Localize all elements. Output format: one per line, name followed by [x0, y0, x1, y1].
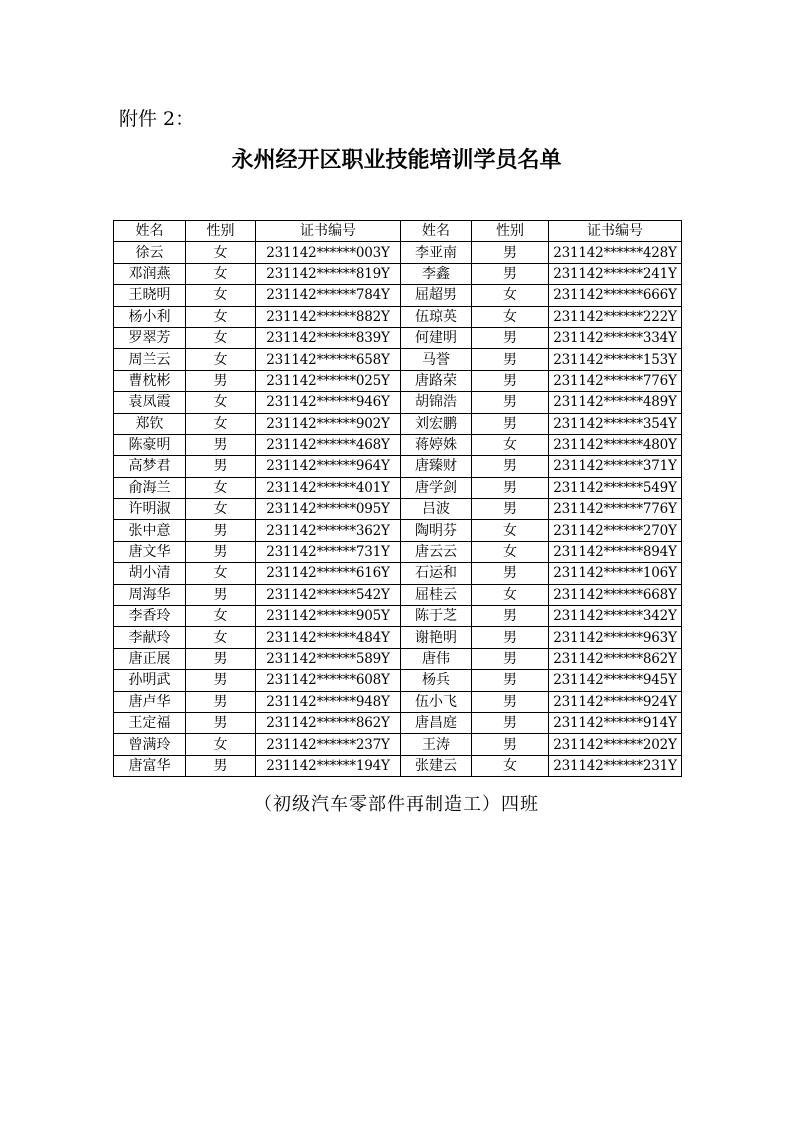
cell-cert-left: 231142******362Y: [256, 520, 401, 541]
cell-name-left: 周兰云: [114, 349, 186, 370]
cell-gender-left: 女: [186, 242, 256, 263]
cell-name-right: 唐臻财: [401, 456, 472, 477]
cell-cert-right: 231142******241Y: [549, 263, 682, 284]
table-row: [114, 606, 682, 627]
table-row: [114, 413, 682, 434]
table-row: [114, 263, 682, 284]
cell-name-right: 李鑫: [401, 263, 472, 284]
cell-cert-left: 231142******658Y: [256, 349, 401, 370]
cell-name-left: 周海华: [114, 584, 186, 605]
class-caption: （初级汽车零部件再制造工）四班: [254, 794, 539, 815]
table-row: [114, 349, 682, 370]
cell-gender-left: 女: [186, 627, 256, 648]
cell-name-right: 伍小飞: [401, 691, 472, 712]
table-row: [114, 392, 682, 413]
cell-gender-left: 男: [186, 584, 256, 605]
cell-name-left: 李香玲: [114, 606, 186, 627]
table-row: [114, 691, 682, 712]
cell-gender-right: 男: [472, 648, 549, 669]
cell-gender-right: 男: [472, 392, 549, 413]
trainee-roster-table: [113, 220, 682, 777]
cell-cert-left: 231142******839Y: [256, 327, 401, 348]
cell-cert-right: 231142******371Y: [549, 456, 682, 477]
cell-cert-right: 231142******914Y: [549, 712, 682, 733]
cell-cert-left: 231142******237Y: [256, 734, 401, 755]
table-row: [114, 370, 682, 391]
cell-cert-right: 231142******342Y: [549, 606, 682, 627]
cell-name-right: 杨兵: [401, 670, 472, 691]
cell-gender-left: 男: [186, 456, 256, 477]
cell-gender-right: 女: [472, 306, 549, 327]
table-body: [114, 242, 682, 777]
cell-name-right: 吕波: [401, 499, 472, 520]
cell-name-right: 王涛: [401, 734, 472, 755]
table-row: [114, 712, 682, 733]
cell-cert-left: 231142******902Y: [256, 413, 401, 434]
cell-gender-left: 女: [186, 563, 256, 584]
cell-cert-right: 231142******945Y: [549, 670, 682, 691]
cell-name-right: 唐路荣: [401, 370, 472, 391]
cell-gender-left: 男: [186, 370, 256, 391]
table-row: [114, 755, 682, 776]
cell-gender-left: 女: [186, 413, 256, 434]
cell-cert-right: 231142******202Y: [549, 734, 682, 755]
cell-gender-right: 男: [472, 734, 549, 755]
cell-gender-right: 男: [472, 670, 549, 691]
cell-cert-left: 231142******608Y: [256, 670, 401, 691]
table-header-row: [114, 221, 682, 242]
table-row: [114, 327, 682, 348]
cell-gender-left: 男: [186, 541, 256, 562]
cell-name-right: 马誉: [401, 349, 472, 370]
cell-cert-right: 231142******153Y: [549, 349, 682, 370]
cell-cert-left: 231142******862Y: [256, 712, 401, 733]
cell-name-right: 李亚南: [401, 242, 472, 263]
cell-name-left: 唐文华: [114, 541, 186, 562]
cell-cert-left: 231142******401Y: [256, 477, 401, 498]
cell-gender-left: 男: [186, 520, 256, 541]
cell-name-left: 胡小清: [114, 563, 186, 584]
cell-cert-right: 231142******924Y: [549, 691, 682, 712]
cell-cert-right: 231142******106Y: [549, 563, 682, 584]
cell-gender-left: 女: [186, 306, 256, 327]
cell-gender-right: 男: [472, 370, 549, 391]
cell-gender-right: 男: [472, 627, 549, 648]
cell-name-left: 曾满玲: [114, 734, 186, 755]
table-row: [114, 456, 682, 477]
cell-name-right: 唐昌庭: [401, 712, 472, 733]
cell-gender-left: 女: [186, 734, 256, 755]
cell-cert-right: 231142******270Y: [549, 520, 682, 541]
cell-cert-right: 231142******231Y: [549, 755, 682, 776]
cell-cert-right: 231142******334Y: [549, 327, 682, 348]
cell-gender-right: 男: [472, 499, 549, 520]
cell-name-left: 俞海兰: [114, 477, 186, 498]
header-cert-right: 证书编号: [549, 221, 682, 242]
cell-gender-left: 女: [186, 606, 256, 627]
cell-cert-left: 231142******194Y: [256, 755, 401, 776]
cell-gender-left: 男: [186, 648, 256, 669]
cell-cert-left: 231142******468Y: [256, 434, 401, 455]
cell-cert-left: 231142******882Y: [256, 306, 401, 327]
header-name-right: 姓名: [401, 221, 472, 242]
cell-cert-left: 231142******784Y: [256, 285, 401, 306]
cell-gender-right: 男: [472, 349, 549, 370]
cell-name-right: 屈桂云: [401, 584, 472, 605]
cell-name-left: 罗翠芳: [114, 327, 186, 348]
cell-cert-right: 231142******222Y: [549, 306, 682, 327]
cell-gender-right: 男: [472, 563, 549, 584]
cell-name-left: 王晓明: [114, 285, 186, 306]
cell-gender-right: 男: [472, 413, 549, 434]
cell-cert-right: 231142******894Y: [549, 541, 682, 562]
cell-name-right: 陈于芝: [401, 606, 472, 627]
table-row: [114, 648, 682, 669]
cell-gender-right: 女: [472, 541, 549, 562]
cell-name-left: 袁凤霞: [114, 392, 186, 413]
cell-cert-right: 231142******428Y: [549, 242, 682, 263]
table-row: [114, 670, 682, 691]
cell-name-right: 蒋婷姝: [401, 434, 472, 455]
attachment-label: 附件 2：: [119, 108, 195, 130]
cell-cert-left: 231142******025Y: [256, 370, 401, 391]
header-gender-right: 性别: [472, 221, 549, 242]
cell-cert-left: 231142******484Y: [256, 627, 401, 648]
table-row: [114, 520, 682, 541]
cell-name-right: 唐学剑: [401, 477, 472, 498]
cell-name-left: 徐云: [114, 242, 186, 263]
cell-gender-left: 女: [186, 392, 256, 413]
table-row: [114, 306, 682, 327]
cell-gender-right: 男: [472, 712, 549, 733]
table-row: [114, 584, 682, 605]
cell-cert-right: 231142******668Y: [549, 584, 682, 605]
cell-cert-left: 231142******616Y: [256, 563, 401, 584]
cell-gender-right: 男: [472, 477, 549, 498]
cell-name-right: 唐云云: [401, 541, 472, 562]
cell-name-right: 伍琼英: [401, 306, 472, 327]
table-row: [114, 627, 682, 648]
table-row: [114, 499, 682, 520]
cell-gender-left: 女: [186, 499, 256, 520]
cell-cert-left: 231142******003Y: [256, 242, 401, 263]
cell-name-left: 陈豪明: [114, 434, 186, 455]
cell-cert-right: 231142******963Y: [549, 627, 682, 648]
cell-name-left: 王定福: [114, 712, 186, 733]
cell-gender-left: 女: [186, 477, 256, 498]
cell-gender-left: 男: [186, 434, 256, 455]
cell-cert-right: 231142******480Y: [549, 434, 682, 455]
table-row: [114, 477, 682, 498]
cell-name-left: 唐卢华: [114, 691, 186, 712]
cell-gender-right: 女: [472, 755, 549, 776]
cell-cert-right: 231142******862Y: [549, 648, 682, 669]
cell-name-left: 唐富华: [114, 755, 186, 776]
cell-gender-left: 男: [186, 670, 256, 691]
cell-name-right: 陶明芬: [401, 520, 472, 541]
cell-name-right: 刘宏鹏: [401, 413, 472, 434]
cell-gender-left: 女: [186, 349, 256, 370]
cell-gender-right: 女: [472, 285, 549, 306]
cell-name-right: 唐伟: [401, 648, 472, 669]
cell-gender-left: 女: [186, 285, 256, 306]
cell-cert-right: 231142******776Y: [549, 499, 682, 520]
table-row: [114, 541, 682, 562]
cell-gender-right: 男: [472, 263, 549, 284]
cell-gender-right: 男: [472, 606, 549, 627]
cell-cert-right: 231142******549Y: [549, 477, 682, 498]
cell-name-left: 张中意: [114, 520, 186, 541]
cell-cert-left: 231142******542Y: [256, 584, 401, 605]
cell-cert-left: 231142******589Y: [256, 648, 401, 669]
cell-cert-left: 231142******905Y: [256, 606, 401, 627]
cell-cert-right: 231142******776Y: [549, 370, 682, 391]
cell-cert-left: 231142******731Y: [256, 541, 401, 562]
cell-name-right: 屈超男: [401, 285, 472, 306]
cell-gender-right: 女: [472, 520, 549, 541]
cell-gender-left: 男: [186, 712, 256, 733]
table-row: [114, 242, 682, 263]
cell-gender-right: 女: [472, 584, 549, 605]
table-row: [114, 285, 682, 306]
header-name-left: 姓名: [114, 221, 186, 242]
cell-name-left: 李献玲: [114, 627, 186, 648]
cell-cert-left: 231142******946Y: [256, 392, 401, 413]
cell-name-right: 谢艳明: [401, 627, 472, 648]
header-cert-left: 证书编号: [256, 221, 401, 242]
table-row: [114, 563, 682, 584]
cell-name-right: 石运和: [401, 563, 472, 584]
cell-name-left: 唐正展: [114, 648, 186, 669]
cell-name-left: 许明淑: [114, 499, 186, 520]
header-gender-left: 性别: [186, 221, 256, 242]
cell-gender-right: 男: [472, 327, 549, 348]
cell-gender-left: 女: [186, 327, 256, 348]
cell-cert-left: 231142******948Y: [256, 691, 401, 712]
cell-cert-left: 231142******095Y: [256, 499, 401, 520]
table-row: [114, 734, 682, 755]
cell-cert-right: 231142******666Y: [549, 285, 682, 306]
table-row: [114, 434, 682, 455]
cell-gender-right: 男: [472, 691, 549, 712]
cell-gender-left: 女: [186, 263, 256, 284]
cell-gender-right: 女: [472, 434, 549, 455]
cell-name-left: 曹枕彬: [114, 370, 186, 391]
cell-name-left: 孙明武: [114, 670, 186, 691]
cell-gender-left: 男: [186, 755, 256, 776]
cell-cert-left: 231142******819Y: [256, 263, 401, 284]
cell-name-right: 何建明: [401, 327, 472, 348]
cell-cert-left: 231142******964Y: [256, 456, 401, 477]
page-title: 永州经开区职业技能培训学员名单: [231, 148, 562, 173]
cell-name-left: 高梦君: [114, 456, 186, 477]
cell-name-right: 张建云: [401, 755, 472, 776]
cell-name-left: 邓润燕: [114, 263, 186, 284]
cell-gender-right: 男: [472, 242, 549, 263]
cell-name-left: 郑钦: [114, 413, 186, 434]
cell-name-right: 胡锦浩: [401, 392, 472, 413]
cell-cert-right: 231142******489Y: [549, 392, 682, 413]
cell-name-left: 杨小利: [114, 306, 186, 327]
cell-gender-right: 男: [472, 456, 549, 477]
cell-cert-right: 231142******354Y: [549, 413, 682, 434]
cell-gender-left: 男: [186, 691, 256, 712]
